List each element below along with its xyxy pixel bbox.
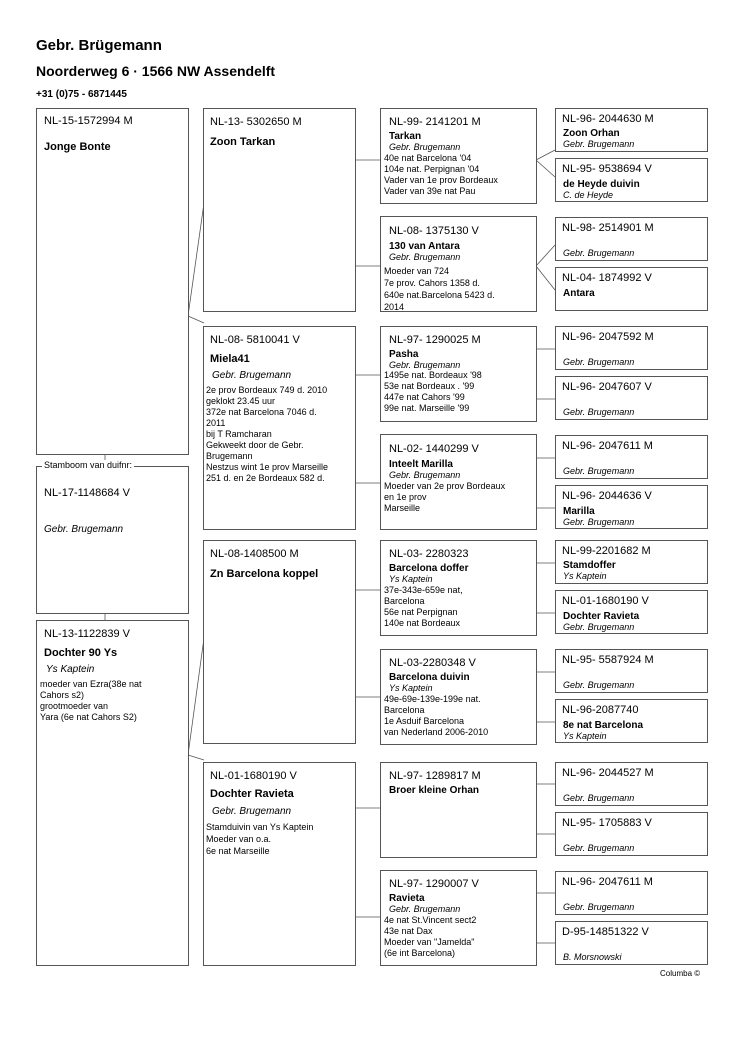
pedigree-gen3-4 bbox=[380, 434, 537, 530]
ring-number: NL-04- 1874992 V bbox=[562, 272, 652, 284]
note-line: Marseille bbox=[384, 503, 421, 513]
pedigree-gen4-8 bbox=[555, 485, 708, 529]
ring-number: NL-96- 2044527 M bbox=[562, 767, 654, 779]
owner-name: Ys Kaptein bbox=[389, 574, 433, 584]
owner-name: Gebr. Brugemann bbox=[389, 252, 461, 262]
pigeon-notes bbox=[384, 153, 498, 197]
pigeon-name: Tarkan bbox=[389, 131, 422, 142]
note-line: Barcelona bbox=[384, 705, 425, 715]
pigeon-notes bbox=[384, 481, 505, 514]
note-line: 6e nat Marseille bbox=[206, 846, 270, 856]
ring-number: NL-99- 2141201 M bbox=[389, 116, 481, 128]
owner-name: Gebr. Brugemann bbox=[563, 680, 635, 690]
ring-number: NL-96- 2047611 M bbox=[562, 876, 653, 888]
pedigree-gen4-16 bbox=[555, 921, 708, 965]
ring-number: NL-13-1122839 V bbox=[44, 628, 131, 640]
note-line: Stamduivin van Ys Kaptein bbox=[206, 822, 314, 832]
pigeon-notes bbox=[384, 370, 482, 414]
ring-number: D-95-14851322 V bbox=[562, 926, 649, 938]
note-line: 53e nat Bordeaux . '99 bbox=[384, 381, 475, 391]
pedigree-gen4-6 bbox=[555, 376, 708, 420]
note-line: 43e nat Dax bbox=[384, 926, 433, 936]
note-line: 1495e nat. Bordeaux '98 bbox=[384, 370, 482, 380]
pedigree-gen3-3 bbox=[380, 326, 537, 422]
pedigree-gen4-12 bbox=[555, 699, 708, 743]
note-line: Cahors s2) bbox=[40, 690, 85, 700]
note-line: 99e nat. Marseille '99 bbox=[384, 403, 470, 413]
owner-name: Gebr. Brugemann bbox=[389, 360, 461, 370]
pigeon-name: de Heyde duivin bbox=[563, 179, 640, 190]
note-line: Moeder van "Jamelda" bbox=[384, 937, 475, 947]
ring-number: NL-97- 1290007 V bbox=[389, 878, 479, 890]
pedigree-gen4-14 bbox=[555, 812, 708, 856]
pigeon-name: Broer kleine Orhan bbox=[389, 785, 480, 796]
owner-name: Gebr. Brugemann bbox=[212, 806, 292, 817]
ring-number: NL-13- 5302650 M bbox=[210, 116, 302, 128]
note-line: Vader van 39e nat Pau bbox=[384, 186, 476, 196]
note-line: Vader van 1e prov Bordeaux bbox=[384, 175, 498, 185]
pigeon-notes bbox=[384, 265, 495, 312]
note-line: (6e int Barcelona) bbox=[384, 948, 456, 958]
ring-number: NL-08-1408500 M bbox=[210, 548, 299, 560]
pigeon-notes bbox=[384, 694, 488, 738]
ring-number: NL-03-2280348 V bbox=[389, 657, 476, 669]
note-line: 49e-69e-139e-199e nat. bbox=[384, 694, 481, 704]
pedigree-gen4-13 bbox=[555, 762, 708, 806]
pigeon-name: Zn Barcelona koppel bbox=[210, 568, 319, 580]
owner-name: Gebr. Brugemann bbox=[563, 622, 635, 632]
note-line: Gekweekt door de Gebr. bbox=[206, 440, 304, 450]
ring-number: NL-95- 1705883 V bbox=[562, 817, 652, 829]
ring-number: NL-96- 2044636 V bbox=[562, 490, 652, 502]
pedigree-sire bbox=[36, 108, 189, 455]
pedigree-gen3-6 bbox=[380, 649, 537, 745]
note-line: Yara (6e nat Cahors S2) bbox=[40, 712, 137, 722]
pedigree-gen3-7 bbox=[380, 762, 537, 858]
pedigree-gen4-3 bbox=[555, 217, 708, 261]
pigeon-name: Barcelona duivin bbox=[389, 672, 470, 683]
note-line: Barcelona bbox=[384, 596, 425, 606]
pigeon-name: Antara bbox=[563, 288, 595, 299]
pedigree-gen4-4 bbox=[555, 267, 708, 311]
breeder-name: Gebr. Brügemann bbox=[36, 37, 162, 54]
owner-name: Gebr. Brugemann bbox=[563, 407, 635, 417]
breeder-address: Noorderweg 6 · 1566 NW Assendelft bbox=[36, 63, 276, 79]
note-line: en 1e prov bbox=[384, 492, 427, 502]
pedigree-gen2-sire-sire bbox=[203, 108, 356, 312]
ring-number: NL-01-1680190 V bbox=[210, 770, 297, 782]
pigeon-name: Dochter 90 Ys bbox=[44, 647, 118, 659]
owner-name: Gebr. Brugemann bbox=[563, 517, 635, 527]
note-line: 447e nat Cahors '99 bbox=[384, 392, 465, 402]
pigeon-name: 8e nat Barcelona bbox=[563, 720, 644, 731]
note-line: Brugemann bbox=[206, 451, 253, 461]
note-line: 640e nat.Barcelona 5423 d. bbox=[384, 290, 495, 300]
note-line: 2011 bbox=[206, 418, 226, 428]
note-line: Moeder van 2e prov Bordeaux bbox=[384, 481, 506, 491]
note-line: 140e nat Bordeaux bbox=[384, 618, 461, 628]
pedigree-gen3-5 bbox=[380, 540, 537, 636]
pigeon-name: Zoon Orhan bbox=[563, 128, 620, 139]
stamboom-label: Stamboom van duifnr: bbox=[44, 460, 133, 470]
pigeon-name: Dochter Ravieta bbox=[563, 611, 640, 622]
subject-pigeon bbox=[36, 466, 189, 614]
owner-name: B. Morsnowski bbox=[563, 952, 622, 962]
pigeon-name: Marilla bbox=[563, 506, 595, 517]
ring-number: NL-03- 2280323 bbox=[389, 548, 469, 560]
ring-number: NL-99-2201682 M bbox=[562, 545, 651, 557]
pedigree-gen4-1 bbox=[555, 108, 708, 152]
pigeon-name: Pasha bbox=[389, 349, 419, 360]
owner-name: Gebr. Brugemann bbox=[563, 139, 635, 149]
note-line: 56e nat Perpignan bbox=[384, 607, 458, 617]
pigeon-name: Zoon Tarkan bbox=[210, 136, 276, 148]
pedigree-gen4-7 bbox=[555, 435, 708, 479]
ring-number: NL-01-1680190 V bbox=[562, 595, 649, 607]
owner-name: Ys Kaptein bbox=[389, 683, 433, 693]
ring-number: NL-96-2087740 bbox=[562, 704, 639, 716]
note-line: 4e nat St.Vincent sect2 bbox=[384, 915, 477, 925]
owner-name: Gebr. Brugemann bbox=[563, 248, 635, 258]
pigeon-notes bbox=[384, 915, 476, 959]
ring-number: NL-17-1148684 V bbox=[44, 487, 131, 499]
note-line: 2e prov Bordeaux 749 d. 2010 bbox=[206, 385, 328, 395]
pedigree-gen4-15 bbox=[555, 871, 708, 915]
owner-name: Gebr. Brugemann bbox=[563, 902, 635, 912]
owner-name: Gebr. Brugemann bbox=[389, 470, 461, 480]
pedigree-gen2-sire-dam bbox=[203, 326, 356, 530]
owner-name: Gebr. Brugemann bbox=[563, 843, 635, 853]
ring-number: NL-96- 2047592 M bbox=[562, 331, 654, 343]
owner-name: Gebr. Brugemann bbox=[44, 524, 124, 535]
owner-name: Gebr. Brugemann bbox=[563, 357, 635, 367]
owner-name: Gebr. Brugemann bbox=[389, 904, 461, 914]
note-line: geklokt 23.45 uur bbox=[206, 396, 276, 406]
ring-number: NL-96- 2044630 M bbox=[562, 113, 654, 125]
note-line: moeder van Ezra(38e nat bbox=[40, 679, 142, 689]
pigeon-notes bbox=[384, 585, 463, 629]
note-line: Moeder van o.a. bbox=[206, 834, 272, 844]
pigeon-name: Dochter Ravieta bbox=[210, 788, 294, 800]
columba-credit: Columba © bbox=[660, 969, 701, 978]
note-line: 37e-343e-659e nat, bbox=[384, 585, 463, 595]
owner-name: Gebr. Brugemann bbox=[563, 793, 635, 803]
pedigree-gen3-8 bbox=[380, 870, 537, 966]
note-line: 251 d. en 2e Bordeaux 582 d. bbox=[206, 473, 325, 483]
pedigree-gen4-9 bbox=[555, 540, 708, 584]
owner-name: Ys Kaptein bbox=[46, 664, 95, 675]
pigeon-notes bbox=[40, 679, 142, 723]
note-line: 7e prov. Cahors 1358 d. bbox=[384, 278, 480, 288]
note-line: grootmoeder van bbox=[40, 701, 109, 711]
pedigree-dam bbox=[36, 620, 189, 966]
ring-number: NL-95- 5587924 M bbox=[562, 654, 654, 666]
ring-number: NL-15-1572994 M bbox=[44, 115, 133, 127]
pigeon-name: Inteelt Marilla bbox=[389, 459, 453, 470]
ring-number: NL-97- 1290025 M bbox=[389, 334, 481, 346]
ring-number: NL-08- 5810041 V bbox=[210, 334, 300, 346]
owner-name: Ys Kaptein bbox=[563, 571, 607, 581]
note-line: 2014 bbox=[384, 302, 405, 312]
ring-number: NL-96- 2047607 V bbox=[562, 381, 652, 393]
pigeon-name: Ravieta bbox=[389, 893, 425, 904]
ring-number: NL-98- 2514901 M bbox=[562, 222, 654, 234]
pedigree-gen4-2 bbox=[555, 158, 708, 202]
note-line: 1e Asduif Barcelona bbox=[384, 716, 465, 726]
ring-number: NL-02- 1440299 V bbox=[389, 443, 479, 455]
ring-number: NL-96- 2047611 M bbox=[562, 440, 653, 452]
note-line: 372e nat Barcelona 7046 d. bbox=[206, 407, 317, 417]
pedigree-gen3-2 bbox=[380, 216, 537, 312]
pigeon-name: 130 van Antara bbox=[389, 241, 460, 252]
pigeon-name: Barcelona doffer bbox=[389, 563, 469, 574]
owner-name: Ys Kaptein bbox=[563, 731, 607, 741]
ring-number: NL-97- 1289817 M bbox=[389, 770, 481, 782]
breeder-phone: +31 (0)75 - 6871445 bbox=[36, 89, 127, 100]
owner-name: Gebr. Brugemann bbox=[389, 142, 461, 152]
pigeon-name: Miela41 bbox=[210, 353, 250, 365]
note-line: van Nederland 2006-2010 bbox=[384, 727, 489, 737]
pedigree-gen4-10 bbox=[555, 590, 708, 634]
owner-name: Gebr. Brugemann bbox=[212, 370, 292, 381]
note-line: 104e nat. Perpignan '04 bbox=[384, 164, 480, 174]
owner-name: C. de Heyde bbox=[563, 190, 614, 200]
note-line: bij T Ramcharan bbox=[206, 429, 272, 439]
note-line: 40e nat Barcelona '04 bbox=[384, 153, 472, 163]
ring-number: NL-08- 1375130 V bbox=[389, 225, 479, 237]
pedigree-gen4-11 bbox=[555, 649, 708, 693]
note-line: Nestzus wint 1e prov Marseille bbox=[206, 462, 329, 472]
pigeon-notes bbox=[206, 385, 328, 484]
pedigree-gen2-dam-dam bbox=[203, 762, 356, 966]
note-line: Moeder van 724 bbox=[384, 266, 450, 276]
owner-name: Gebr. Brugemann bbox=[563, 466, 635, 476]
pigeon-name: Jonge Bonte bbox=[44, 141, 111, 153]
pigeon-name: Stamdoffer bbox=[563, 560, 616, 571]
pigeon-notes bbox=[206, 821, 313, 857]
pedigree-gen3-1 bbox=[380, 108, 537, 204]
pedigree-gen4-5 bbox=[555, 326, 708, 370]
ring-number: NL-95- 9538694 V bbox=[562, 163, 652, 175]
pedigree-gen2-dam-sire bbox=[203, 540, 356, 744]
